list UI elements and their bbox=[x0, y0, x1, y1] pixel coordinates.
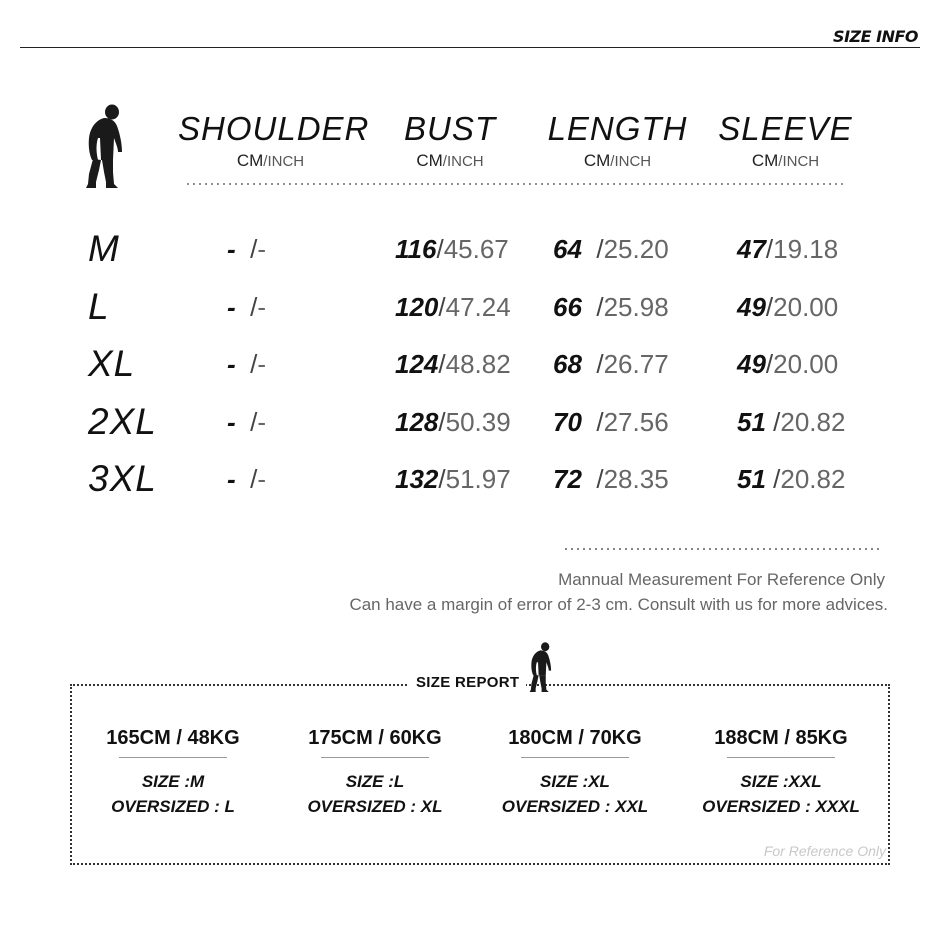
column-title: LENGTH bbox=[547, 110, 688, 147]
oversized-size: OVERSIZED : XXXL bbox=[702, 797, 860, 816]
entry-divider bbox=[521, 757, 629, 758]
shoulder-value: - /- bbox=[227, 292, 267, 322]
bust-value: 120/47.24 bbox=[395, 292, 511, 322]
table-row bbox=[0, 399, 950, 447]
size-report-entry bbox=[280, 727, 470, 819]
standing-person-icon bbox=[84, 104, 126, 188]
column-title: BUST bbox=[403, 110, 496, 147]
column-length bbox=[545, 110, 690, 171]
column-bust bbox=[384, 110, 516, 171]
column-unit: CM/INCH bbox=[236, 151, 305, 170]
size-report-entry bbox=[480, 727, 670, 819]
bust-value: 132/51.97 bbox=[395, 464, 511, 494]
sleeve-value: 51 /20.82 bbox=[737, 407, 846, 437]
length-value: 64 /25.20 bbox=[553, 234, 669, 264]
shoulder-value: - /- bbox=[227, 234, 267, 264]
size-label: 3XL bbox=[88, 458, 157, 499]
shoulder-value: - /- bbox=[227, 464, 267, 494]
measurement-note: Mannual Measurement For Reference Only bbox=[558, 570, 885, 589]
length-value: 72 /28.35 bbox=[553, 464, 669, 494]
size-report-title: SIZE REPORT bbox=[409, 674, 526, 691]
height-weight: 180CM / 70KG bbox=[508, 727, 642, 749]
size-label: M bbox=[88, 228, 120, 269]
entry-divider bbox=[321, 757, 429, 758]
bust-value: 128/50.39 bbox=[395, 407, 511, 437]
header-divider bbox=[20, 47, 920, 48]
column-unit: CM/INCH bbox=[751, 151, 820, 170]
recommended-size: SIZE :M bbox=[141, 772, 205, 791]
size-label: 2XL bbox=[88, 401, 157, 442]
size-label: XL bbox=[88, 343, 136, 384]
reference-footnote: For Reference Only bbox=[763, 843, 886, 859]
size-label: L bbox=[88, 286, 110, 327]
shoulder-value: - /- bbox=[227, 407, 267, 437]
length-value: 66 /25.98 bbox=[553, 292, 669, 322]
standing-person-icon bbox=[528, 642, 554, 692]
length-value: 68 /26.77 bbox=[553, 349, 669, 379]
error-margin-note: Can have a margin of error of 2-3 cm. Consult with us for more advices. bbox=[349, 595, 888, 614]
entry-divider bbox=[119, 757, 227, 758]
oversized-size: OVERSIZED : XXL bbox=[501, 797, 649, 816]
column-title: SHOULDER bbox=[178, 110, 370, 147]
page-title: SIZE INFO bbox=[833, 27, 918, 46]
entry-divider bbox=[727, 757, 835, 758]
column-shoulder bbox=[178, 110, 370, 171]
column-sleeve bbox=[718, 110, 853, 171]
size-report-entry bbox=[78, 727, 268, 819]
column-unit: CM/INCH bbox=[416, 151, 484, 170]
sleeve-value: 51 /20.82 bbox=[737, 464, 846, 494]
bust-value: 124/48.82 bbox=[395, 349, 511, 379]
recommended-size: SIZE :L bbox=[345, 772, 405, 791]
recommended-size: SIZE :XXL bbox=[740, 772, 822, 791]
oversized-size: OVERSIZED : L bbox=[111, 797, 235, 816]
height-weight: 175CM / 60KG bbox=[308, 727, 442, 749]
dotted-divider bbox=[563, 548, 883, 550]
table-row bbox=[0, 284, 950, 332]
column-title: SLEEVE bbox=[718, 110, 853, 147]
height-weight: 188CM / 85KG bbox=[714, 727, 848, 749]
sleeve-value: 49/20.00 bbox=[737, 292, 839, 322]
column-unit: CM/INCH bbox=[583, 151, 652, 170]
table-row bbox=[0, 226, 950, 274]
shoulder-value: - /- bbox=[227, 349, 267, 379]
length-value: 70 /27.56 bbox=[553, 407, 669, 437]
oversized-size: OVERSIZED : XL bbox=[307, 797, 443, 816]
sleeve-value: 47/19.18 bbox=[737, 234, 839, 264]
recommended-size: SIZE :XL bbox=[540, 772, 610, 791]
dotted-divider bbox=[185, 183, 847, 185]
size-report-entry bbox=[686, 727, 876, 819]
table-row bbox=[0, 341, 950, 389]
table-row bbox=[0, 456, 950, 504]
bust-value: 116/45.67 bbox=[395, 234, 509, 264]
height-weight: 165CM / 48KG bbox=[106, 727, 240, 749]
sleeve-value: 49/20.00 bbox=[737, 349, 839, 379]
